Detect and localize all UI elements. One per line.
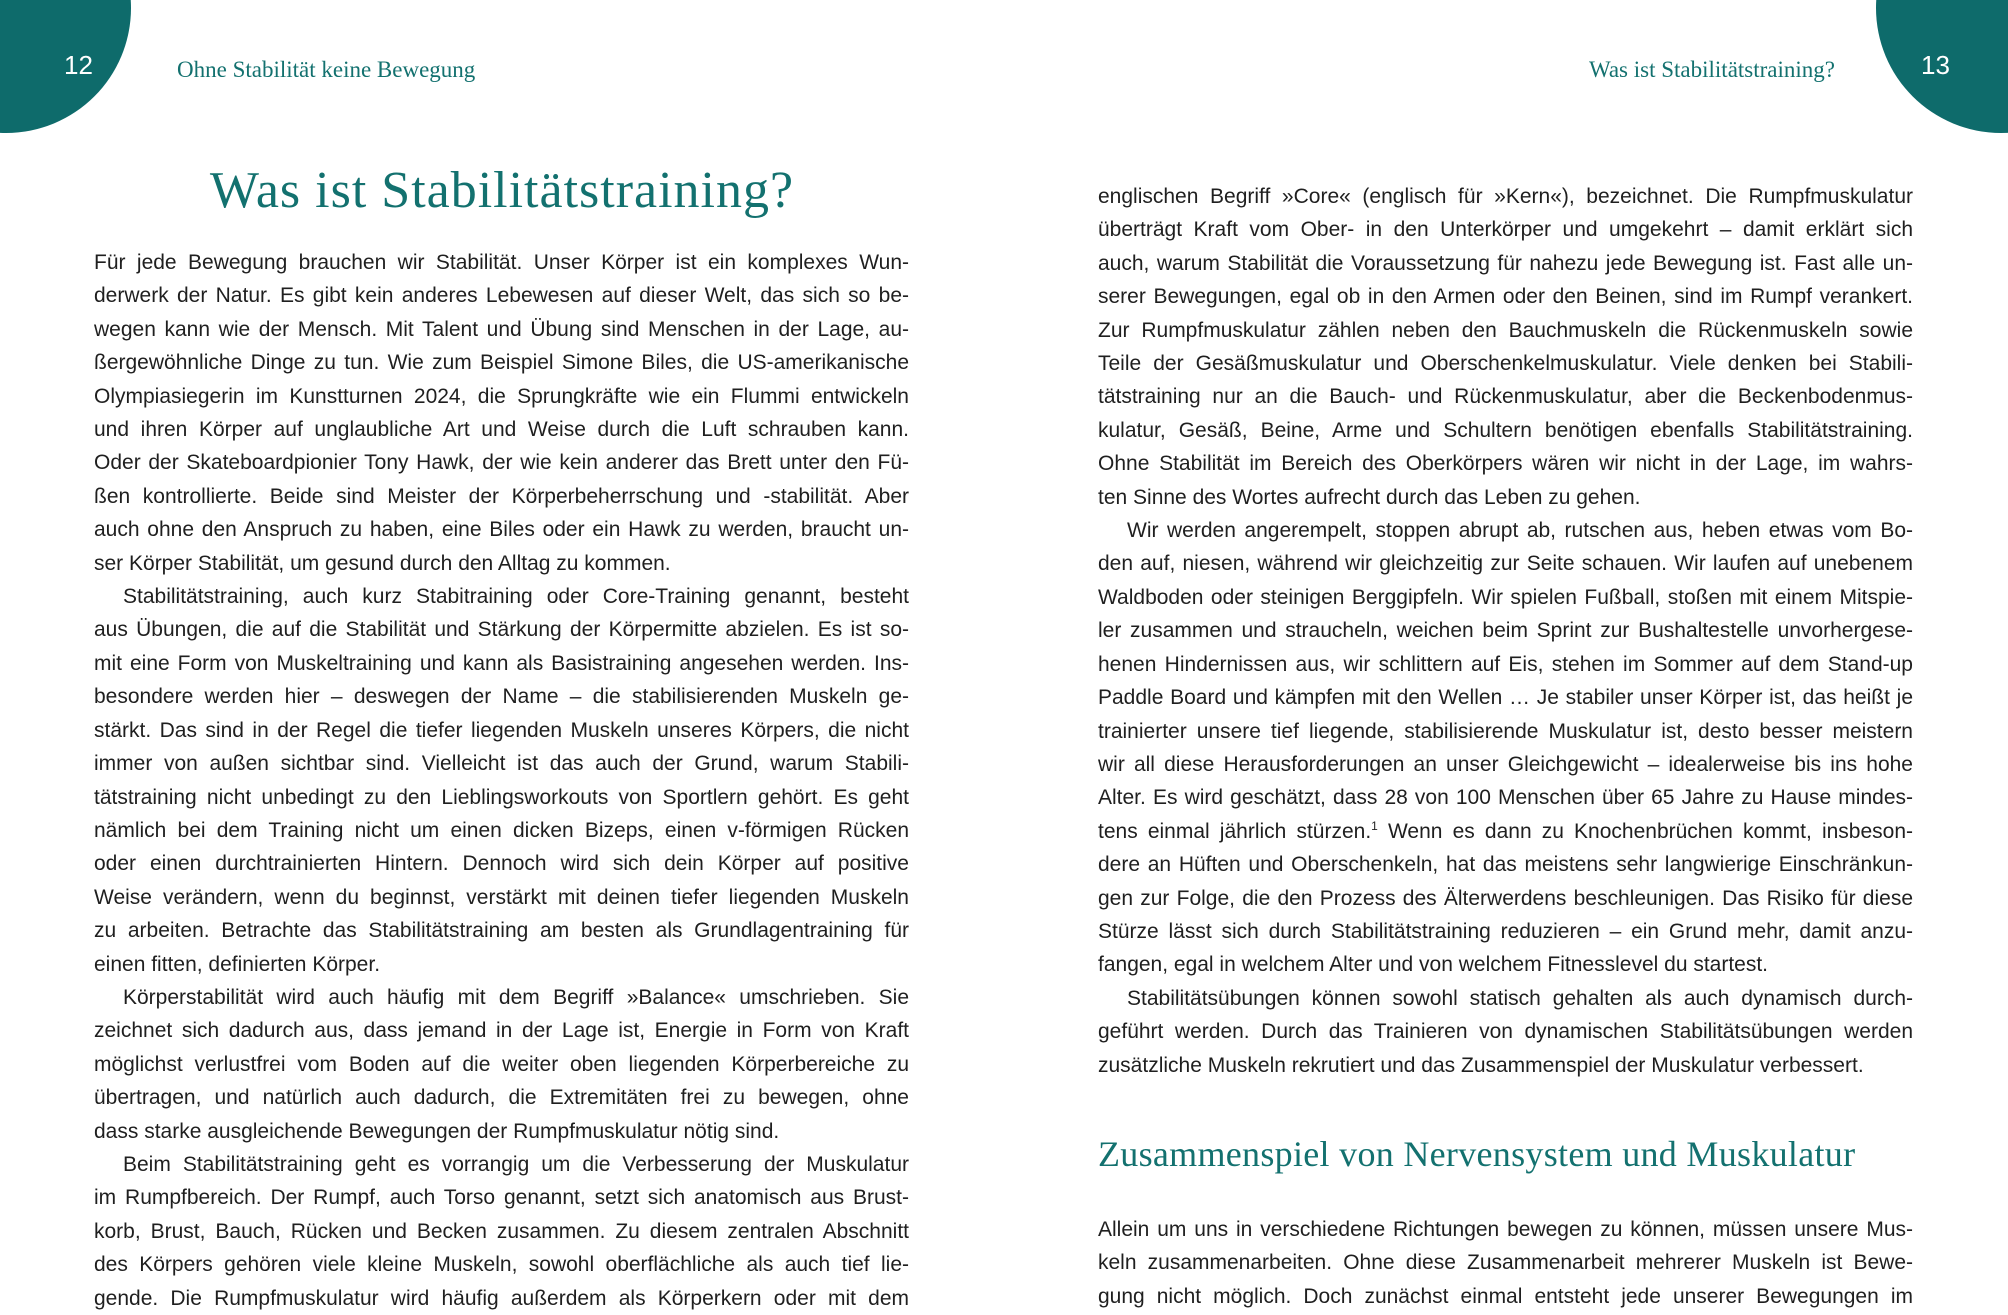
text-line: dass starke ausgleichende Bewegungen der Rumpfmuskulatur nötig sind.: [94, 1119, 780, 1143]
text-line: Weise verändern, wenn du beginnst, verstärkt mit deinen tiefer liegenden Muskeln: [94, 885, 909, 909]
text-line: Beim Stabilitätstraining geht es vorrangig um die Verbesserung der Muskulatur: [123, 1152, 909, 1176]
text-fragment: Wenn es dann zu Knochenbrüchen kommt, insbeson-: [1377, 819, 1913, 843]
text-line: fangen, egal in welchem Alter und von welchem Fitnesslevel du startest.: [1098, 953, 1769, 977]
text-line: Körperstabilität wird auch häufig mit dem Begriff »Balance« umschrieben. Sie: [123, 985, 909, 1009]
running-head: Was ist Stabilitätstraining?: [1588, 57, 1835, 82]
text-line: geführt werden. Durch das Trainieren von dynamischen Stabilitätsübungen werden: [1098, 1020, 1913, 1044]
text-line: Teile der Gesäßmuskulatur und Oberschenkelmuskulatur. Viele denken bei Stabili-: [1098, 352, 1913, 376]
page-number: 12: [64, 50, 93, 80]
page-number: 13: [1921, 50, 1950, 80]
text-line: und ihren Körper auf unglaubliche Art und Weise durch die Luft schrauben kann.: [94, 418, 909, 442]
text-line: dere an Hüften und Oberschenkeln, hat das meistens sehr langwierige Einschränkun-: [1098, 853, 1913, 877]
text-line: korb, Brust, Bauch, Rücken und Becken zusammen. Zu diesem zentralen Abschnitt: [94, 1219, 909, 1243]
body-text-left: [94, 246, 909, 1315]
text-line: Waldboden oder steinigen Berggipfeln. Wir spielen Fußball, stoßen mit einem Mitspie-: [1098, 585, 1913, 609]
text-line: keln zusammenarbeiten. Ohne diese Zusammenarbeit mehrerer Muskeln ist Bewe-: [1098, 1251, 1913, 1275]
text-line: gung nicht möglich. Doch zunächst einmal entsteht jede unserer Bewegungen im: [1098, 1284, 1913, 1308]
text-line: Ohne Stabilität im Bereich des Oberkörpers wären wir nicht in der Lage, im wahrs-: [1098, 452, 1913, 476]
text-line: Für jede Bewegung brauchen wir Stabilität. Unser Körper ist ein komplexes Wun-: [94, 251, 909, 274]
text-line: stärkt. Das sind in der Regel die tiefer liegenden Muskeln unseres Körpers, die nicht: [94, 718, 909, 742]
text-line: henen Hindernissen aus, wir schlittern auf Eis, stehen im Sommer auf dem Stand-up: [1098, 652, 1913, 676]
text-line: Oder der Skateboardpionier Tony Hawk, der wie kein anderer das Brett unter den Fü-: [94, 451, 909, 475]
text-line: derwerk der Natur. Es gibt kein anderes Lebewesen auf dieser Welt, das sich so be-: [94, 284, 909, 308]
text-line: zusätzliche Muskeln rekrutiert und das Zusammenspiel der Muskulatur verbessert.: [1098, 1053, 1864, 1077]
text-line: zu arbeiten. Betrachte das Stabilitätstraining am besten als Grundlagentraining für: [94, 919, 909, 943]
text-line: besondere werden hier – deswegen der Name – die stabilisierenden Muskeln ge-: [94, 685, 909, 709]
text-line: möglichst verlustfrei vom Boden auf die weiter oben liegenden Körperbereiche zu: [94, 1052, 909, 1076]
text-line: nämlich bei dem Training nicht um einen dicken Bizeps, einen v-förmigen Rücken: [94, 818, 909, 842]
text-line: ler zusammen und straucheln, weichen beim Sprint zur Bushaltestelle unvorhergese-: [1098, 619, 1913, 643]
text-line: Zur Rumpfmuskulatur zählen neben den Bauchmuskeln die Rückenmuskeln sowie: [1098, 318, 1913, 342]
text-fragment: tens einmal jährlich stürzen.: [1098, 819, 1372, 843]
text-line: des Körpers gehören viele kleine Muskeln, sowohl oberflächliche als auch tief lie-: [94, 1253, 909, 1277]
left-page: [0, 0, 1004, 1311]
text-line: überträgt Kraft vom Ober- in den Unterkörper und umgekehrt – damit erklärt sich: [1098, 218, 1913, 242]
text-line: Wir werden angerempelt, stoppen abrupt ab, rutschen aus, heben etwas vom Bo-: [1127, 519, 1913, 543]
text-line: gende. Die Rumpfmuskulatur wird häufig außerdem als Körperkern oder mit dem: [94, 1286, 909, 1310]
footnote-marker: 1: [1371, 818, 1378, 833]
text-line: wegen kann wie der Mensch. Mit Talent und Übung sind Menschen in der Lage, au-: [94, 317, 909, 341]
text-line: englischen Begriff »Core« (englisch für »Kern«), bezeichnet. Die Rumpfmuskulatur: [1098, 185, 1913, 208]
text-line: auch, warum Stabilität die Voraussetzung für nahezu jede Bewegung ist. Fast alle un-: [1098, 251, 1913, 275]
text-line: ten Sinne des Wortes aufrecht durch das Leben zu gehen.: [1098, 485, 1641, 509]
right-page: [1004, 0, 2008, 1311]
text-line: Alter. Es wird geschätzt, dass 28 von 100 Menschen über 65 Jahre zu Hause mindes-: [1098, 786, 1913, 810]
text-line: den auf, niesen, während wir gleichzeitig zur Seite schauen. Wir laufen auf unebenem: [1098, 552, 1913, 576]
running-head: Ohne Stabilität keine Bewegung: [177, 57, 476, 82]
chapter-section-title: Was ist Stabilitätstraining?: [209, 162, 795, 219]
section-subtitle: Zusammenspiel von Nervensystem und Muskulatur: [1098, 1134, 1856, 1174]
text-line: Olympiasiegerin im Kunstturnen 2024, die Sprungkräfte wie ein Flummi entwickeln: [94, 384, 909, 408]
text-line: mit eine Form von Muskeltraining und kann als Basistraining angesehen werden. Ins-: [94, 651, 909, 675]
text-line: aus Übungen, die auf die Stabilität und Stärkung der Körpermitte abzielen. Es ist so-: [94, 618, 909, 642]
text-line: immer von außen sichtbar sind. Vielleicht ist das auch der Grund, warum Stabili-: [94, 752, 909, 776]
text-line: Stürze lässt sich durch Stabilitätstraining reduzieren – ein Grund mehr, damit anzu-: [1098, 919, 1913, 943]
text-line: kulatur, Gesäß, Beine, Arme und Schultern benötigen ebenfalls Stabilitätstraining.: [1098, 418, 1913, 442]
text-line: Paddle Board und kämpfen mit den Wellen … Je stabiler unser Körper ist, das heißt je: [1098, 686, 1913, 710]
text-line: ßergewöhnliche Dinge zu tun. Wie zum Beispiel Simone Biles, die US-amerikanische: [94, 351, 909, 375]
text-line: wir all diese Herausforderungen an unser Gleichgewicht – idealerweise bis ins hohe: [1098, 752, 1913, 776]
text-line: zeichnet sich dadurch aus, dass jemand in der Lage ist, Energie in Form von Kraft: [94, 1019, 909, 1043]
text-line: übertragen, und natürlich auch dadurch, die Extremitäten frei zu bewegen, ohne: [94, 1086, 909, 1110]
text-line: tätstraining nur an die Bauch- und Rückenmuskulatur, aber die Beckenbodenmus-: [1098, 385, 1913, 409]
text-line: ßen kontrollierte. Beide sind Meister der Körperbeherrschung und -stabilität. Aber: [94, 484, 909, 508]
text-line: Stabilitätsübungen können sowohl statisch gehalten als auch dynamisch durch-: [1127, 986, 1913, 1010]
text-line: Allein um uns in verschiedene Richtungen bewegen zu können, müssen unsere Mus-: [1098, 1218, 1913, 1241]
text-line: serer Bewegungen, egal ob in den Armen oder den Beinen, sind im Rumpf verankert.: [1098, 285, 1913, 309]
body-text-right: [1098, 180, 1913, 1082]
text-line: trainierter unsere tief liegende, stabilisierende Muskulatur ist, desto besser meistern: [1098, 719, 1913, 743]
text-line: auch ohne den Anspruch zu haben, eine Biles oder ein Hawk zu werden, braucht un-: [94, 518, 909, 542]
text-line-with-footnote: [1098, 815, 1913, 848]
text-line: einen fitten, definierten Körper.: [94, 952, 381, 976]
text-line: tätstraining nicht unbedingt zu den Lieblingsworkouts von Sportlern gehört. Es geht: [94, 785, 909, 809]
text-line: oder einen durchtrainierten Hintern. Dennoch wird sich dein Körper auf positive: [94, 852, 909, 876]
text-line: Stabilitätstraining, auch kurz Stabitraining oder Core-Training genannt, besteht: [123, 585, 909, 609]
text-line: im Rumpfbereich. Der Rumpf, auch Torso genannt, setzt sich anatomisch aus Brust-: [94, 1186, 909, 1210]
body-text-right-continued: [1098, 1213, 1913, 1313]
text-line: gen zur Folge, die den Prozess des Älterwerdens beschleunigen. Das Risiko für diese: [1098, 886, 1913, 910]
text-line: ser Körper Stabilität, um gesund durch den Alltag zu kommen.: [94, 551, 671, 575]
